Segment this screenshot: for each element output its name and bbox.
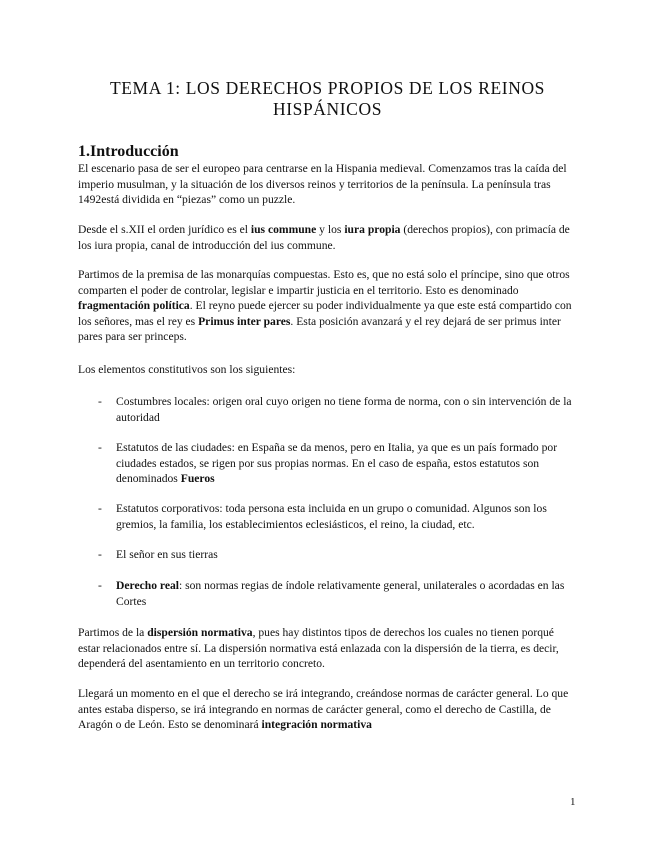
document-title: TEMA 1: LOS DERECHOS PROPIOS DE LOS REINOS HISPÁNICOS [109,78,546,119]
text-span: Desde el s.XII el orden jurídico es el [78,223,251,236]
text-span: Llegará un momento en el que el derecho se irá integrando, creándose normas de carácter general. Lo que antes estaba disperso, se irá integrando en normas de carácter general, como el derecho de Castilla, de Aragón o de León. Esto se denominará [78,687,569,732]
text-span: . Esta posición avanzará y el rey dejará de ser primus inter pares para ser princeps. [78,314,561,344]
text-span: , pues hay distintos tipos de derechos los cuales no tienen porqué estar relacionados entre sí. La dispersión normativa está enlazada con la dispersión de la tierra, es decir, dependerá del asentamiento en un territorio concreto. [78,626,559,671]
term-ius-commune: ius commune [250,223,317,236]
text-span: y los [316,223,345,236]
term-iura-propia: iura propia [344,223,401,236]
paragraph-elements-intro: Los elementos constitutivos son los siguientes: [78,363,296,376]
term-dispersion-normativa: dispersión normativa [147,626,253,639]
term-primus-inter-pares: Primus inter pares [198,314,291,328]
paragraph-dispersion [78,625,578,672]
text-span: (derechos propios), con primacía de los iura propia, canal de introducción del ius commune. [78,223,570,252]
list-item-text [116,440,578,487]
list-item [98,394,578,425]
page-number: 1 [570,796,576,808]
paragraph-intro: El escenario pasa de ser el europeo para centrarse en la Hispania medieval. Comenzamos tras la caída del imperio musulman, y la situación de los diversos reinos y territorios de la península. La península tras 1492está dividida en “piezas” como un puzzle. [78,162,567,207]
list-dash: - [98,441,102,454]
text-span: Partimos de la [78,626,148,639]
list-dash: - [98,548,102,561]
list-item [98,501,578,532]
list-item-text [116,578,578,609]
section-heading: 1.Introducción [78,143,179,160]
list-item-text: El señor en sus tierras [116,548,218,561]
text-span: Partimos de la premisa de las monarquías compuestas. Esto es, que no está solo el príncipe, sino que otros comparten el poder de controlar, legislar e impartir justicia en el territorio. Esto es denominado [78,268,570,297]
list-dash: - [98,395,102,408]
paragraph-legal-order [78,222,578,253]
text-span: Estatutos de las ciudades: en España se da menos, pero en Italia, ya que es un país formado por ciudades estados, se rigen por sus propias normas. En el caso de españa, estos estatutos son denominados [116,441,558,486]
text-span: : son normas regias de índole relativamente general, unilaterales o acordadas en las Cortes [116,579,565,608]
text-span: . El reyno puede ejercer su poder individualmente ya que este está compartido con los señores, mas el rey es [78,299,572,328]
term-integracion-normativa: integración normativa [261,718,372,732]
list-item [98,440,578,487]
list-item [98,547,578,563]
list-item-text: Costumbres locales: origen oral cuyo origen no tiene forma de norma, con o sin intervención de la autoridad [116,395,572,424]
list-dash: - [98,579,102,592]
term-derecho-real: Derecho real [116,579,179,592]
term-fueros: Fueros [180,472,215,486]
paragraph-integration [78,686,578,733]
list-item-text: Estatutos corporativos: toda persona esta incluida en un grupo o comunidad. Algunos son los gremios, la familia, los establecimientos eclesiásticos, el reino, la ciudad, etc. [116,502,547,531]
list-item [98,578,578,609]
list-dash: - [98,502,102,515]
paragraph-monarchies [78,267,578,345]
term-fragmentacion-politica: fragmentación política [78,299,190,313]
